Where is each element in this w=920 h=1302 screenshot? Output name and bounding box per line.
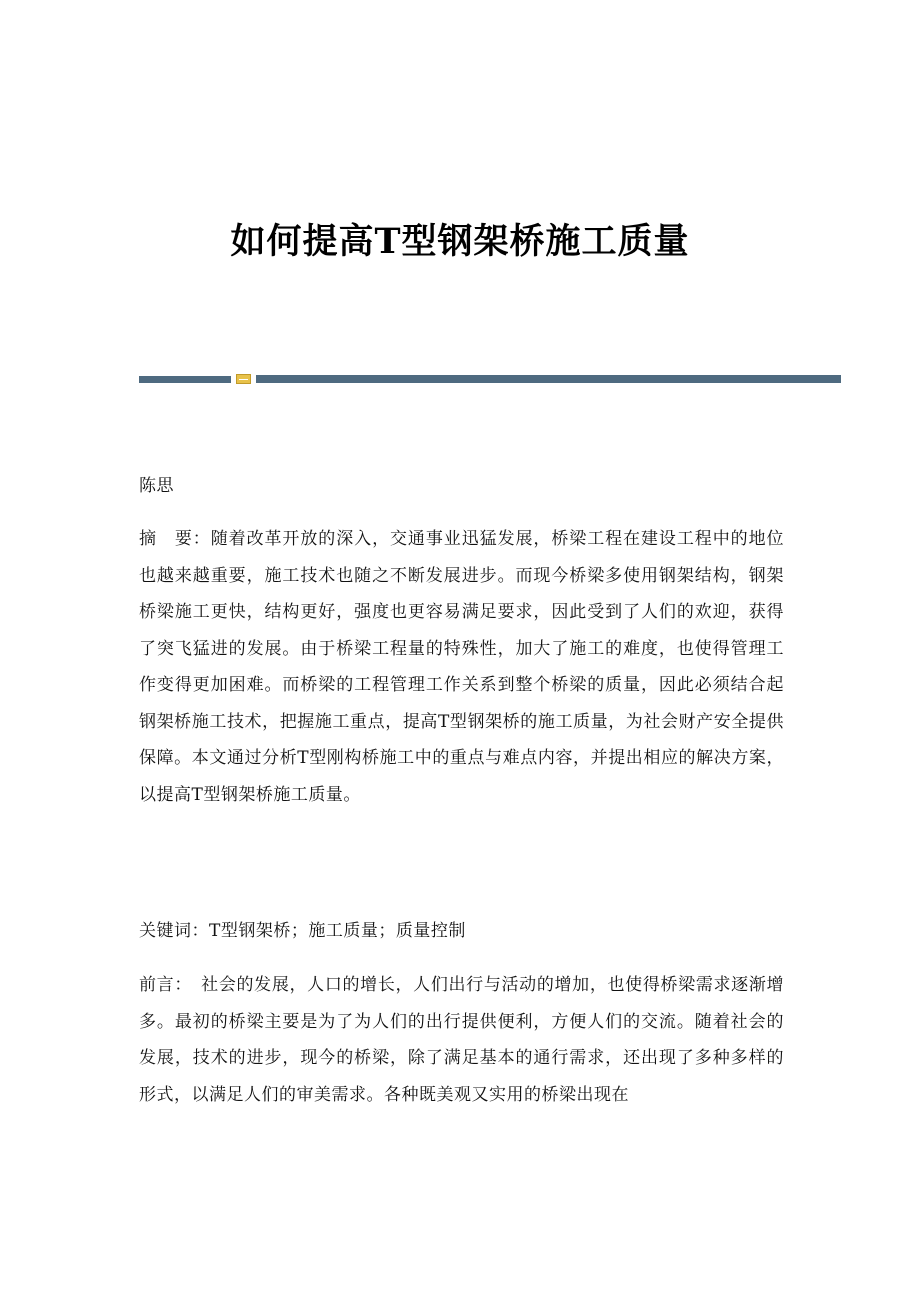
- divider-bar-left: [139, 376, 231, 383]
- author-name: 陈思: [139, 476, 174, 496]
- divider-emblem-icon: [236, 374, 251, 384]
- keywords-line: 关键词：T型钢架桥；施工质量；质量控制: [139, 921, 466, 941]
- document-title: 如何提高T型钢架桥施工质量: [230, 221, 690, 262]
- abstract-paragraph: 摘 要：随着改革开放的深入，交通事业迅猛发展，桥梁工程在建设工程中的地位也越来越重要，施工技术也随之不断发展进步。而现今桥梁多使用钢架结构，钢架桥梁施工更快，结构更好，强度也更容易满足要求，因此受到了人们的欢迎，获得了突飞猛进的发展。由于桥梁工程量的特殊性，加大了施工的难度，也使得管理工作变得更加困难。而桥梁的工程管理工作关系到整个桥梁的质量，因此必须结合起钢架桥施工技术，把握施工重点，提高T型钢架桥的施工质量，为社会财产安全提供保障。本文通过分析T型刚构桥施工中的重点与难点内容，并提出相应的解决方案，以提高T型钢架桥施工质量。: [139, 529, 784, 805]
- divider-bar-right: [256, 375, 841, 383]
- title-divider: [139, 374, 841, 384]
- intro-paragraph: 前言： 社会的发展，人口的增长，人们出行与活动的增加，也使得桥梁需求逐渐增多。最初的桥梁主要是为了为人们的出行提供便利，方便人们的交流。随着社会的发展，技术的进步，现今的桥梁，除了满足基本的通行需求，还出现了多种多样的形式，以满足人们的审美需求。各种既美观又实用的桥梁出现在: [139, 975, 784, 1105]
